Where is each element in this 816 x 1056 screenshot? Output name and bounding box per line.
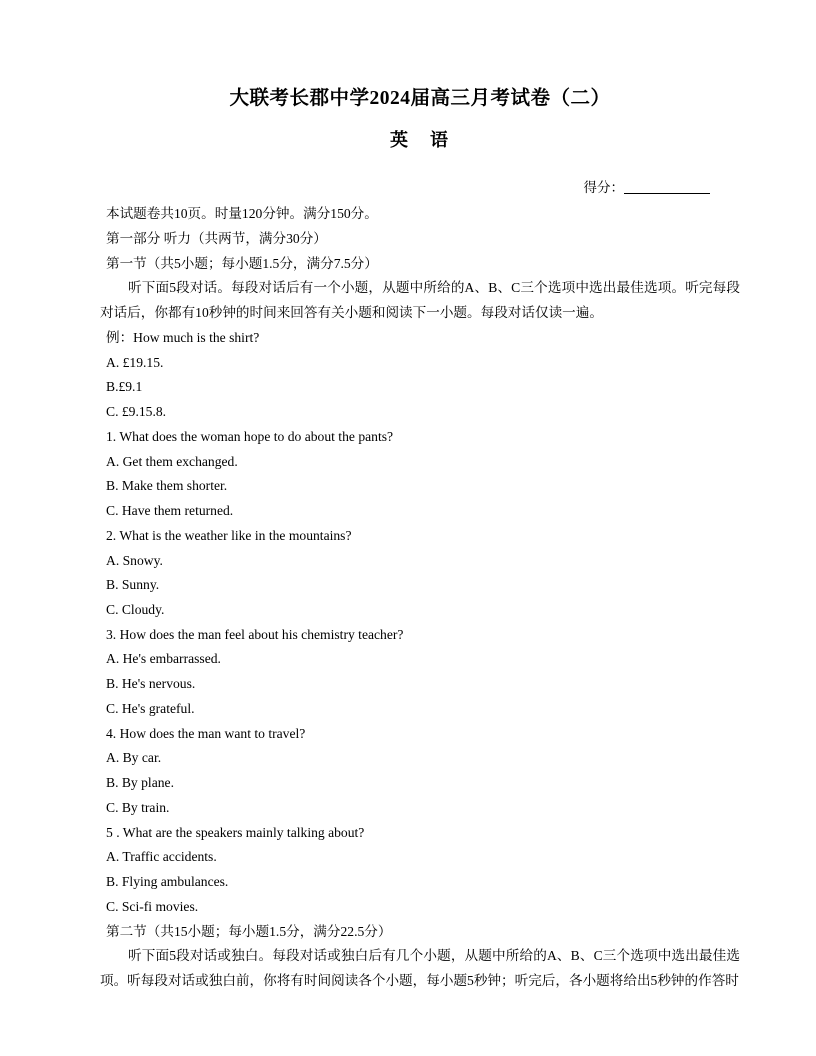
example-option-c: C. £9.15.8. (106, 404, 167, 420)
section-two-heading: 第二节（共15小题；每小题1.5分，满分22.5分） (106, 923, 392, 939)
section-two-instruction: 听下面5段对话或独白。每段对话或独白后有几个小题，从题中所给的A、B、C三个选项中选出最佳选项。听每段对话或独白前，你将有时间阅读各个小题，每小题5秒钟；听完后，各小题将给出5秒钟的作答时 (100, 948, 740, 989)
question-1-option-b: B. Make them shorter. (106, 478, 228, 494)
question-2-stem: 2. What is the weather like in the mountains? (106, 527, 352, 543)
question-5-stem: 5 . What are the speakers mainly talking about? (106, 824, 365, 840)
question-5-option-a: A. Traffic accidents. (106, 849, 217, 865)
question-3-option-b: B. He's nervous. (106, 676, 196, 692)
question-5-option-c: C. Sci-fi movies. (106, 898, 199, 914)
question-1-option-a: A. Get them exchanged. (106, 453, 238, 469)
question-4-option-b: B. By plane. (106, 775, 174, 791)
score-line (100, 176, 740, 196)
question-4-stem: 4. How does the man want to travel? (106, 725, 306, 741)
example-option-a: A. £19.15. (106, 354, 164, 370)
question-1-stem: 1. What does the woman hope to do about the pants? (106, 428, 394, 444)
subject-title: 英 语 (390, 130, 450, 151)
question-2-option-c: C. Cloudy. (106, 602, 165, 617)
question-2-option-b: B. Sunny. (106, 577, 160, 593)
question-4-option-a: A. By car. (106, 750, 162, 766)
score-blank[interactable] (624, 179, 710, 194)
question-3-option-c: C. He's grateful. (106, 700, 195, 716)
example-prompt: 例：How much is the shirt? (106, 329, 260, 345)
part-one-heading: 第一部分 听力（共两节，满分30分） (106, 230, 327, 246)
question-4-option-c: C. By train. (106, 799, 170, 815)
question-2-option-a: A. Snowy. (106, 552, 163, 568)
example-option-b: B.£9.1 (106, 379, 143, 395)
section-one-heading: 第一节（共5小题；每小题1.5分，满分7.5分） (106, 255, 378, 271)
page-title: 大联考长郡中学2024届高三月考试卷（二） (229, 88, 611, 109)
paper-info-line: 本试题卷共10页。时量120分钟。满分150分。 (106, 206, 378, 222)
question-1-option-c: C. Have them returned. (106, 503, 234, 519)
question-3-option-a: A. He's embarrassed. (106, 651, 221, 667)
question-5-option-b: B. Flying ambulances. (106, 874, 229, 890)
question-3-stem: 3. How does the man feel about his chemistry teacher? (106, 626, 404, 642)
score-label: 得分： (583, 180, 624, 196)
section-one-instruction: 听下面5段对话。每段对话后有一个小题，从题中所给的A、B、C三个选项中选出最佳选项。听完每段对话后，你都有10秒钟的时间来回答有关小题和阅读下一小题。每段对话仅读一遍。 (100, 280, 740, 321)
